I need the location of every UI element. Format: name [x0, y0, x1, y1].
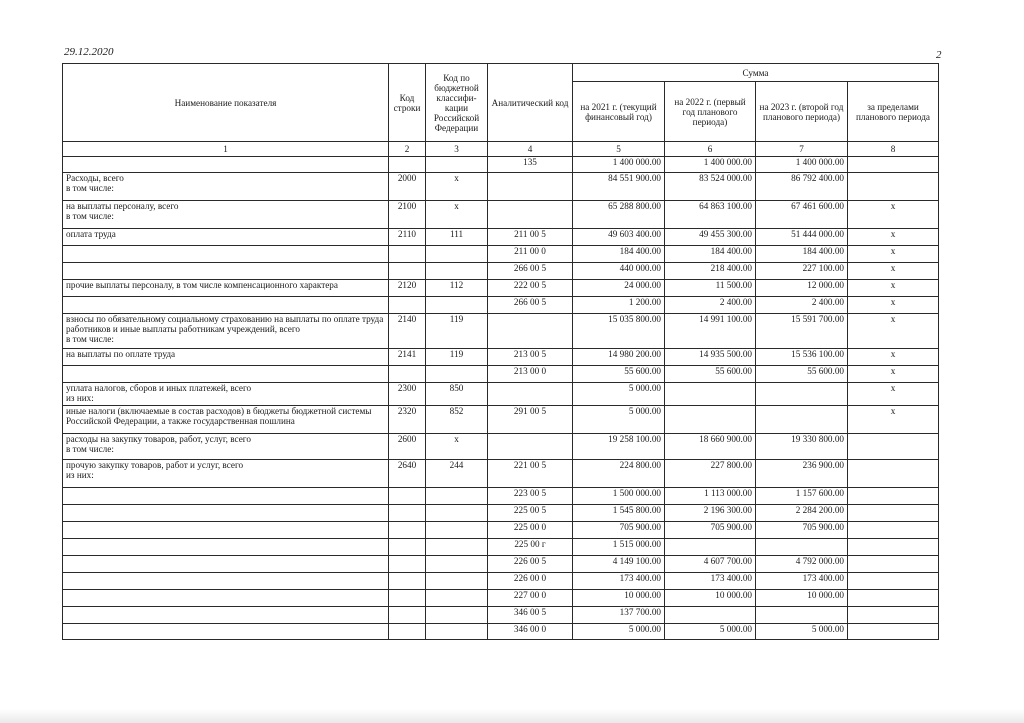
- row-budget-code-cell: 850: [426, 383, 488, 406]
- row-2022-amount: 18 660 900.00: [665, 434, 756, 460]
- row-code-cell: 2320: [389, 406, 426, 434]
- table-row: [63, 460, 939, 488]
- row-analytic-code-cell: [488, 173, 573, 201]
- row-budget-code-cell: [426, 607, 488, 624]
- row-beyond-cell: [848, 460, 939, 488]
- row-code-cell: [389, 624, 426, 640]
- column-number: 2: [389, 142, 426, 157]
- row-analytic-code-cell: 211 00 0: [488, 246, 573, 263]
- row-name-cell: расходы на закупку товаров, работ, услуг, всего в том числе:: [63, 434, 389, 460]
- row-budget-code-cell: [426, 539, 488, 556]
- row-code-cell: [389, 263, 426, 280]
- row-analytic-code-cell: 227 00 0: [488, 590, 573, 607]
- row-2022-amount: 1 113 000.00: [665, 488, 756, 505]
- row-analytic-code-cell: 225 00 5: [488, 505, 573, 522]
- row-2021-amount: 10 000.00: [573, 590, 665, 607]
- row-code-cell: 2300: [389, 383, 426, 406]
- row-beyond-cell: x: [848, 297, 939, 314]
- row-code-cell: 2100: [389, 201, 426, 229]
- row-beyond-cell: [848, 505, 939, 522]
- row-name-cell: [63, 522, 389, 539]
- row-name-cell: на выплаты персоналу, всего в том числе:: [63, 201, 389, 229]
- row-2021-amount: 1 500 000.00: [573, 488, 665, 505]
- row-name-cell: Расходы, всего в том числе:: [63, 173, 389, 201]
- row-2022-amount: 55 600.00: [665, 366, 756, 383]
- row-2022-amount: 14 935 500.00: [665, 349, 756, 366]
- row-analytic-code-cell: 291 00 5: [488, 406, 573, 434]
- row-2021-amount: 224 800.00: [573, 460, 665, 488]
- row-2022-amount: 705 900.00: [665, 522, 756, 539]
- row-name-cell: взносы по обязательному социальному страхованию на выплаты по оплате труда работников и иные выплаты работникам учреждений, всего в том числе:: [63, 314, 389, 349]
- row-analytic-code-cell: 213 00 5: [488, 349, 573, 366]
- row-name-cell: [63, 624, 389, 640]
- row-beyond-cell: [848, 488, 939, 505]
- row-2021-amount: 49 603 400.00: [573, 229, 665, 246]
- row-2022-amount: 173 400.00: [665, 573, 756, 590]
- row-code-cell: 2140: [389, 314, 426, 349]
- row-2023-amount: 19 330 800.00: [756, 434, 848, 460]
- table-row: [63, 280, 939, 297]
- header-code: Код строки: [389, 64, 426, 142]
- row-2021-amount: 1 200.00: [573, 297, 665, 314]
- row-code-cell: 2000: [389, 173, 426, 201]
- row-2022-amount: 11 500.00: [665, 280, 756, 297]
- row-2021-amount: 4 149 100.00: [573, 556, 665, 573]
- row-2022-amount: 2 400.00: [665, 297, 756, 314]
- table-row: [63, 434, 939, 460]
- row-beyond-cell: x: [848, 201, 939, 229]
- row-2022-amount: 184 400.00: [665, 246, 756, 263]
- row-budget-code-cell: [426, 297, 488, 314]
- row-budget-code-cell: [426, 590, 488, 607]
- row-2023-amount: 2 400.00: [756, 297, 848, 314]
- row-analytic-code-cell: 266 00 5: [488, 263, 573, 280]
- row-2022-amount: [665, 607, 756, 624]
- row-beyond-cell: x: [848, 263, 939, 280]
- table-row: [63, 556, 939, 573]
- row-name-cell: прочие выплаты персоналу, в том числе компенсационного характера: [63, 280, 389, 297]
- row-beyond-cell: [848, 556, 939, 573]
- row-2023-amount: 51 444 000.00: [756, 229, 848, 246]
- row-budget-code-cell: [426, 522, 488, 539]
- row-2023-amount: 705 900.00: [756, 522, 848, 539]
- column-number: 5: [573, 142, 665, 157]
- table-row: [63, 590, 939, 607]
- row-code-cell: 2600: [389, 434, 426, 460]
- row-code-cell: [389, 539, 426, 556]
- row-2021-amount: 173 400.00: [573, 573, 665, 590]
- row-2022-amount: 4 607 700.00: [665, 556, 756, 573]
- row-2023-amount: 86 792 400.00: [756, 173, 848, 201]
- row-analytic-code-cell: 135: [488, 157, 573, 173]
- row-2021-amount: 440 000.00: [573, 263, 665, 280]
- row-analytic-code-cell: [488, 383, 573, 406]
- row-2021-amount: 1 400 000.00: [573, 157, 665, 173]
- row-analytic-code-cell: 225 00 0: [488, 522, 573, 539]
- table-row: [63, 366, 939, 383]
- row-2023-amount: [756, 406, 848, 434]
- row-budget-code-cell: 119: [426, 349, 488, 366]
- column-number: 4: [488, 142, 573, 157]
- row-name-cell: [63, 246, 389, 263]
- header-2021: на 2021 г. (текущий финансовый год): [573, 82, 665, 142]
- row-2022-amount: 227 800.00: [665, 460, 756, 488]
- row-beyond-cell: [848, 522, 939, 539]
- row-2022-amount: 5 000.00: [665, 624, 756, 640]
- row-analytic-code-cell: 226 00 5: [488, 556, 573, 573]
- row-budget-code-cell: [426, 624, 488, 640]
- header-sum: Сумма: [573, 64, 939, 82]
- row-2021-amount: 14 980 200.00: [573, 349, 665, 366]
- row-name-cell: [63, 556, 389, 573]
- row-code-cell: 2110: [389, 229, 426, 246]
- row-code-cell: [389, 573, 426, 590]
- header-name: Наименование показателя: [63, 64, 389, 142]
- table-row: [63, 383, 939, 406]
- row-analytic-code-cell: [488, 314, 573, 349]
- row-analytic-code-cell: 225 00 г: [488, 539, 573, 556]
- row-code-cell: [389, 556, 426, 573]
- row-name-cell: [63, 157, 389, 173]
- row-beyond-cell: x: [848, 349, 939, 366]
- row-analytic-code-cell: 346 00 0: [488, 624, 573, 640]
- page-number: 2: [936, 49, 942, 61]
- row-analytic-code-cell: 211 00 5: [488, 229, 573, 246]
- row-beyond-cell: x: [848, 314, 939, 349]
- row-code-cell: [389, 157, 426, 173]
- table-row: [63, 314, 939, 349]
- row-name-cell: [63, 505, 389, 522]
- row-analytic-code-cell: 213 00 0: [488, 366, 573, 383]
- row-analytic-code-cell: 226 00 0: [488, 573, 573, 590]
- row-budget-code-cell: x: [426, 173, 488, 201]
- table-row: [63, 201, 939, 229]
- row-name-cell: [63, 263, 389, 280]
- row-2021-amount: 19 258 100.00: [573, 434, 665, 460]
- row-beyond-cell: x: [848, 383, 939, 406]
- row-2022-amount: [665, 406, 756, 434]
- table-row: [63, 246, 939, 263]
- column-number: 1: [63, 142, 389, 157]
- row-2022-amount: 14 991 100.00: [665, 314, 756, 349]
- row-beyond-cell: [848, 573, 939, 590]
- row-2021-amount: 184 400.00: [573, 246, 665, 263]
- row-code-cell: 2141: [389, 349, 426, 366]
- row-budget-code-cell: [426, 246, 488, 263]
- row-2022-amount: 83 524 000.00: [665, 173, 756, 201]
- row-beyond-cell: [848, 539, 939, 556]
- table-row: [63, 349, 939, 366]
- table-row: [63, 263, 939, 280]
- row-budget-code-cell: 119: [426, 314, 488, 349]
- row-2023-amount: 2 284 200.00: [756, 505, 848, 522]
- table-row: [63, 624, 939, 640]
- row-name-cell: [63, 366, 389, 383]
- row-name-cell: прочую закупку товаров, работ и услуг, всего из них:: [63, 460, 389, 488]
- table-row: [63, 157, 939, 173]
- row-budget-code-cell: 244: [426, 460, 488, 488]
- row-2021-amount: 15 035 800.00: [573, 314, 665, 349]
- column-numbers-row: [63, 142, 939, 157]
- row-name-cell: на выплаты по оплате труда: [63, 349, 389, 366]
- row-code-cell: [389, 505, 426, 522]
- row-2023-amount: 173 400.00: [756, 573, 848, 590]
- row-budget-code-cell: [426, 263, 488, 280]
- table-row: [63, 539, 939, 556]
- row-name-cell: уплата налогов, сборов и иных платежей, всего из них:: [63, 383, 389, 406]
- row-analytic-code-cell: 222 00 5: [488, 280, 573, 297]
- row-code-cell: [389, 522, 426, 539]
- row-beyond-cell: [848, 590, 939, 607]
- row-2021-amount: 5 000.00: [573, 383, 665, 406]
- expenses-table: [62, 63, 939, 640]
- document-date: 29.12.2020: [64, 46, 114, 58]
- header-2023: на 2023 г. (второй год планового периода): [756, 82, 848, 142]
- row-beyond-cell: x: [848, 246, 939, 263]
- table-row: [63, 488, 939, 505]
- row-2022-amount: [665, 383, 756, 406]
- row-budget-code-cell: 852: [426, 406, 488, 434]
- row-analytic-code-cell: 221 00 5: [488, 460, 573, 488]
- table-row: [63, 173, 939, 201]
- row-code-cell: [389, 590, 426, 607]
- row-2023-amount: [756, 383, 848, 406]
- row-code-cell: [389, 607, 426, 624]
- row-2023-amount: 227 100.00: [756, 263, 848, 280]
- row-2022-amount: 1 400 000.00: [665, 157, 756, 173]
- row-code-cell: [389, 297, 426, 314]
- row-2021-amount: 84 551 900.00: [573, 173, 665, 201]
- row-2021-amount: 1 545 800.00: [573, 505, 665, 522]
- table-row: [63, 229, 939, 246]
- row-2023-amount: [756, 539, 848, 556]
- row-analytic-code-cell: 346 00 5: [488, 607, 573, 624]
- row-analytic-code-cell: 266 00 5: [488, 297, 573, 314]
- row-2023-amount: 236 900.00: [756, 460, 848, 488]
- row-name-cell: иные налоги (включаемые в состав расходов) в бюджеты бюджетной системы Российской Федерации, а также государственная пошлина: [63, 406, 389, 434]
- row-name-cell: [63, 539, 389, 556]
- column-number: 3: [426, 142, 488, 157]
- row-2023-amount: 15 591 700.00: [756, 314, 848, 349]
- row-2021-amount: 5 000.00: [573, 406, 665, 434]
- row-2023-amount: 184 400.00: [756, 246, 848, 263]
- row-budget-code-cell: 111: [426, 229, 488, 246]
- row-beyond-cell: [848, 624, 939, 640]
- row-2022-amount: 64 863 100.00: [665, 201, 756, 229]
- row-name-cell: [63, 488, 389, 505]
- row-name-cell: [63, 573, 389, 590]
- row-2023-amount: 1 400 000.00: [756, 157, 848, 173]
- row-code-cell: 2640: [389, 460, 426, 488]
- row-name-cell: [63, 297, 389, 314]
- row-analytic-code-cell: [488, 434, 573, 460]
- table-row: [63, 607, 939, 624]
- row-2021-amount: 24 000.00: [573, 280, 665, 297]
- row-budget-code-cell: [426, 556, 488, 573]
- row-2022-amount: [665, 539, 756, 556]
- row-analytic-code-cell: 223 00 5: [488, 488, 573, 505]
- row-2023-amount: 15 536 100.00: [756, 349, 848, 366]
- row-beyond-cell: [848, 434, 939, 460]
- row-code-cell: [389, 366, 426, 383]
- row-budget-code-cell: [426, 573, 488, 590]
- row-budget-code-cell: x: [426, 201, 488, 229]
- row-2021-amount: 55 600.00: [573, 366, 665, 383]
- row-2023-amount: 67 461 600.00: [756, 201, 848, 229]
- row-2022-amount: 2 196 300.00: [665, 505, 756, 522]
- row-2021-amount: 137 700.00: [573, 607, 665, 624]
- row-budget-code-cell: [426, 505, 488, 522]
- row-budget-code-cell: x: [426, 434, 488, 460]
- column-number: 6: [665, 142, 756, 157]
- row-budget-code-cell: [426, 157, 488, 173]
- row-2021-amount: 65 288 800.00: [573, 201, 665, 229]
- header-budget-code: Код по бюджетной классифи-кации Российской Федерации: [426, 64, 488, 142]
- row-budget-code-cell: [426, 488, 488, 505]
- row-2023-amount: 1 157 600.00: [756, 488, 848, 505]
- row-code-cell: [389, 488, 426, 505]
- row-2022-amount: 49 455 300.00: [665, 229, 756, 246]
- row-2023-amount: 55 600.00: [756, 366, 848, 383]
- table-row: [63, 522, 939, 539]
- row-beyond-cell: x: [848, 229, 939, 246]
- row-beyond-cell: [848, 607, 939, 624]
- row-beyond-cell: x: [848, 366, 939, 383]
- row-analytic-code-cell: [488, 201, 573, 229]
- row-beyond-cell: x: [848, 280, 939, 297]
- row-code-cell: [389, 246, 426, 263]
- row-2023-amount: 12 000.00: [756, 280, 848, 297]
- row-code-cell: 2120: [389, 280, 426, 297]
- row-name-cell: [63, 607, 389, 624]
- table-row: [63, 297, 939, 314]
- table-row: [63, 406, 939, 434]
- row-2022-amount: 218 400.00: [665, 263, 756, 280]
- row-name-cell: оплата труда: [63, 229, 389, 246]
- row-2023-amount: 4 792 000.00: [756, 556, 848, 573]
- header-2022: на 2022 г. (первый год планового периода): [665, 82, 756, 142]
- row-2023-amount: 10 000.00: [756, 590, 848, 607]
- row-beyond-cell: [848, 173, 939, 201]
- column-number: 8: [848, 142, 939, 157]
- scan-edge: [0, 709, 1024, 723]
- row-budget-code-cell: 112: [426, 280, 488, 297]
- row-beyond-cell: x: [848, 406, 939, 434]
- table-row: [63, 505, 939, 522]
- row-2021-amount: 5 000.00: [573, 624, 665, 640]
- row-2021-amount: 1 515 000.00: [573, 539, 665, 556]
- row-2023-amount: [756, 607, 848, 624]
- row-budget-code-cell: [426, 366, 488, 383]
- header-analytic-code: Аналитический код: [488, 64, 573, 142]
- column-number: 7: [756, 142, 848, 157]
- row-2021-amount: 705 900.00: [573, 522, 665, 539]
- table-row: [63, 573, 939, 590]
- row-2023-amount: 5 000.00: [756, 624, 848, 640]
- header-beyond: за пределами планового периода: [848, 82, 939, 142]
- row-beyond-cell: [848, 157, 939, 173]
- row-name-cell: [63, 590, 389, 607]
- row-2022-amount: 10 000.00: [665, 590, 756, 607]
